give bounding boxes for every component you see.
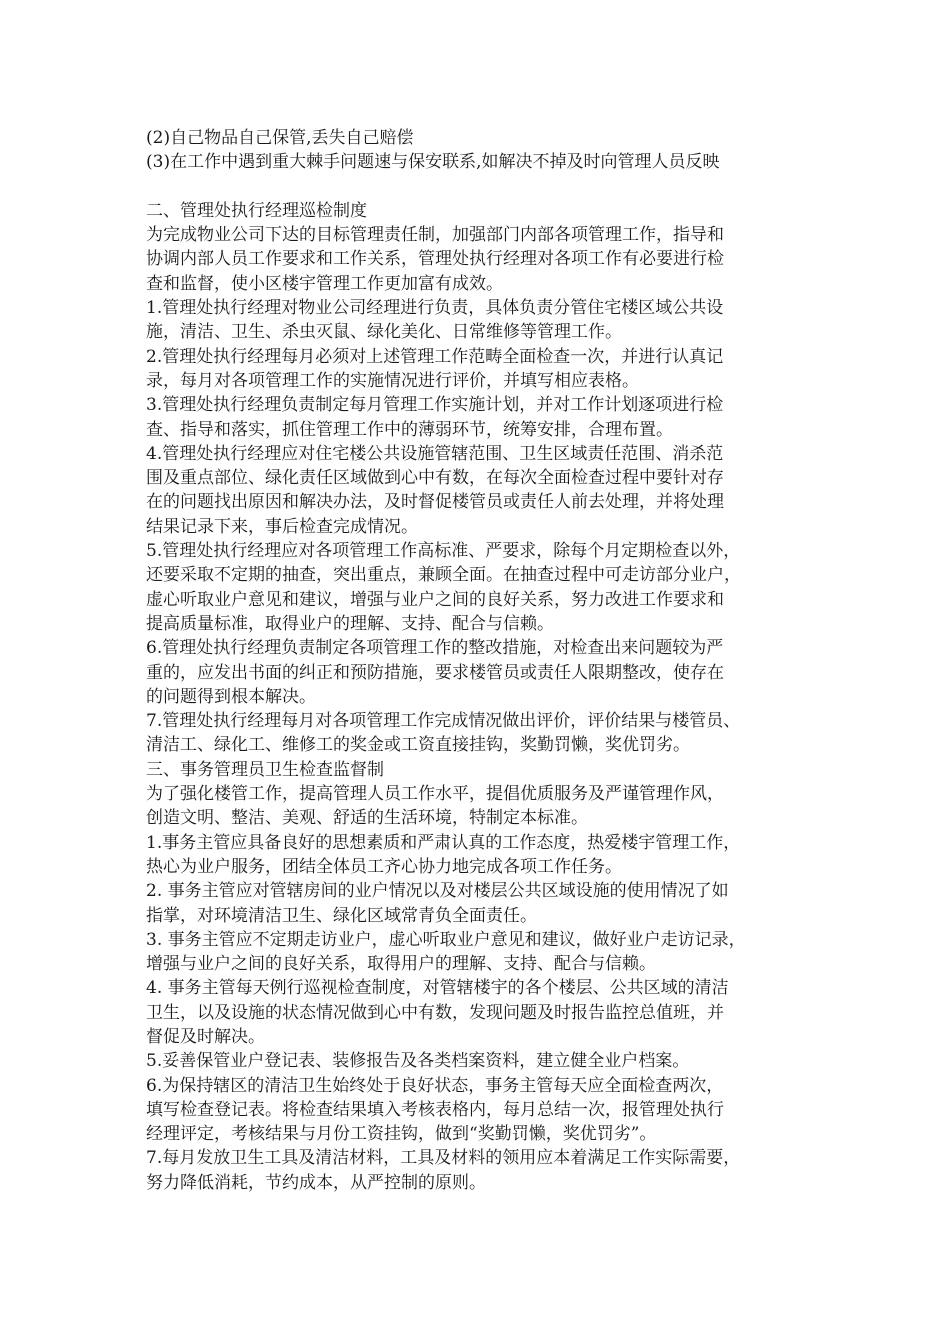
text-line: 在的问题找出原因和解决办法，及时督促楼管员或责任人前去处理，并将处理: [146, 492, 724, 513]
text-line: 1.管理处执行经理对物业公司经理进行负责，具体负责分管住宅楼区域公共设: [146, 298, 724, 319]
text-line: 协调内部人员工作要求和工作关系，管理处执行经理对各项工作有必要进行检: [146, 249, 724, 270]
text-line: 录，每月对各项管理工作的实施情况进行评价，并填写相应表格。: [146, 370, 639, 391]
text-line: 热心为业户服务，团结全体员工齐心协力地完成各项工作任务。: [146, 856, 622, 877]
text-line: 施，清洁、卫生、杀虫灭鼠、绿化美化、日常维修等管理工作。: [146, 322, 622, 343]
text-line: 的问题得到根本解决。: [146, 686, 316, 707]
text-line: 围及重点部位、绿化责任区域做到心中有数，在每次全面检查过程中要针对存: [146, 468, 724, 489]
text-line: 2. 事务主管应对管辖房间的业户情况以及对楼层公共区域设施的使用情况了如: [146, 881, 729, 902]
section-heading: 三、事务管理员卫生检查监督制: [146, 759, 384, 780]
text-line: 督促及时解决。: [146, 1026, 265, 1047]
text-line: 清洁工、绿化工、维修工的奖金或工资直接挂钩，奖勤罚懒，奖优罚劣。: [146, 735, 690, 756]
text-line: 还要采取不定期的抽查，突出重点，兼顾全面。在抽查过程中可走访部分业户，: [146, 565, 741, 586]
text-line: 虚心听取业户意见和建议，增强与业户之间的良好关系，努力改进工作要求和: [146, 589, 724, 610]
text-line: 1.事务主管应具备良好的思想素质和严肃认真的工作态度，热爱楼宇管理工作，: [146, 832, 741, 853]
text-line: 经理评定，考核结果与月份工资挂钩，做到“奖勤罚懒，奖优罚劣”。: [146, 1124, 657, 1145]
text-line: 结果记录下来，事后检查完成情况。: [146, 516, 418, 537]
text-line: 创造文明、整洁、美观、舒适的生活环境，特制定本标准。: [146, 808, 588, 829]
text-line: 3. 事务主管应不定期走访业户，虚心听取业户意见和建议，做好业户走访记录，: [146, 929, 746, 950]
paragraph-gap: [146, 175, 816, 199]
text-line: 2.管理处执行经理每月必须对上述管理工作范畴全面检查一次，并进行认真记: [146, 346, 724, 367]
text-line: 增强与业户之间的良好关系，取得用户的理解、支持、配合与信赖。: [146, 954, 656, 975]
text-line: 6.为保持辖区的清洁卫生始终处于良好状态，事务主管每天应全面检查两次，: [146, 1075, 724, 1096]
text-line: 为完成物业公司下达的目标管理责任制，加强部门内部各项管理工作，指导和: [146, 225, 724, 246]
text-line: 提高质量标准，取得业户的理解、支持、配合与信赖。: [146, 613, 554, 634]
text-line: 卫生，以及设施的状态情况做到心中有数，发现问题及时报告监控总值班，并: [146, 1002, 724, 1023]
text-line: 查、指导和落实，抓住管理工作中的薄弱环节，统筹安排，合理布置。: [146, 419, 673, 440]
text-line: 重的，应发出书面的纠正和预防措施，要求楼管员或责任人限期整改，使存在: [146, 662, 724, 683]
text-line: 4. 事务主管每天例行巡视检查制度，对管辖楼宇的各个楼层、公共区域的清洁: [146, 978, 729, 999]
text-line: 努力降低消耗，节约成本，从严控制的原则。: [146, 1172, 486, 1193]
text-line: 填写检查登记表。将检查结果填入考核表格内，每月总结一次，报管理处执行: [146, 1099, 724, 1120]
section-heading: 二、管理处执行经理巡检制度: [146, 200, 367, 221]
text-line: 5.妥善保管业户登记表、装修报告及各类档案资料，建立健全业户档案。: [146, 1051, 690, 1072]
text-line: (2)自己物品自己保管,丢失自己赔偿: [146, 128, 414, 148]
text-line: 指掌，对环境清洁卫生、绿化区域常青负全面责任。: [146, 905, 537, 926]
text-line: 4.管理处执行经理应对住宅楼公共设施管辖范围、卫生区域责任范围、消杀范: [146, 443, 724, 464]
text-line: 3.管理处执行经理负责制定每月管理工作实施计划，并对工作计划逐项进行检: [146, 395, 724, 416]
document-body: [146, 126, 816, 1195]
text-line: 7.管理处执行经理每月对各项管理工作完成情况做出评价，评价结果与楼管员、: [146, 711, 741, 732]
text-line: 6.管理处执行经理负责制定各项管理工作的整改措施，对检查出来问题较为严: [146, 638, 724, 659]
text-line: 5.管理处执行经理应对各项管理工作高标准、严要求，除每个月定期检查以外，: [146, 541, 741, 562]
text-line: 7.每月发放卫生工具及清洁材料，工具及材料的领用应本着满足工作实际需要，: [146, 1148, 741, 1169]
text-line: 查和监督，使小区楼宇管理工作更加富有成效。: [146, 273, 503, 294]
text-line: (3)在工作中遇到重大棘手问题速与保安联系,如解决不掉及时向管理人员反映: [146, 152, 720, 173]
text-line: 为了强化楼管工作，提高管理人员工作水平，提倡优质服务及严谨管理作风，: [146, 784, 724, 805]
